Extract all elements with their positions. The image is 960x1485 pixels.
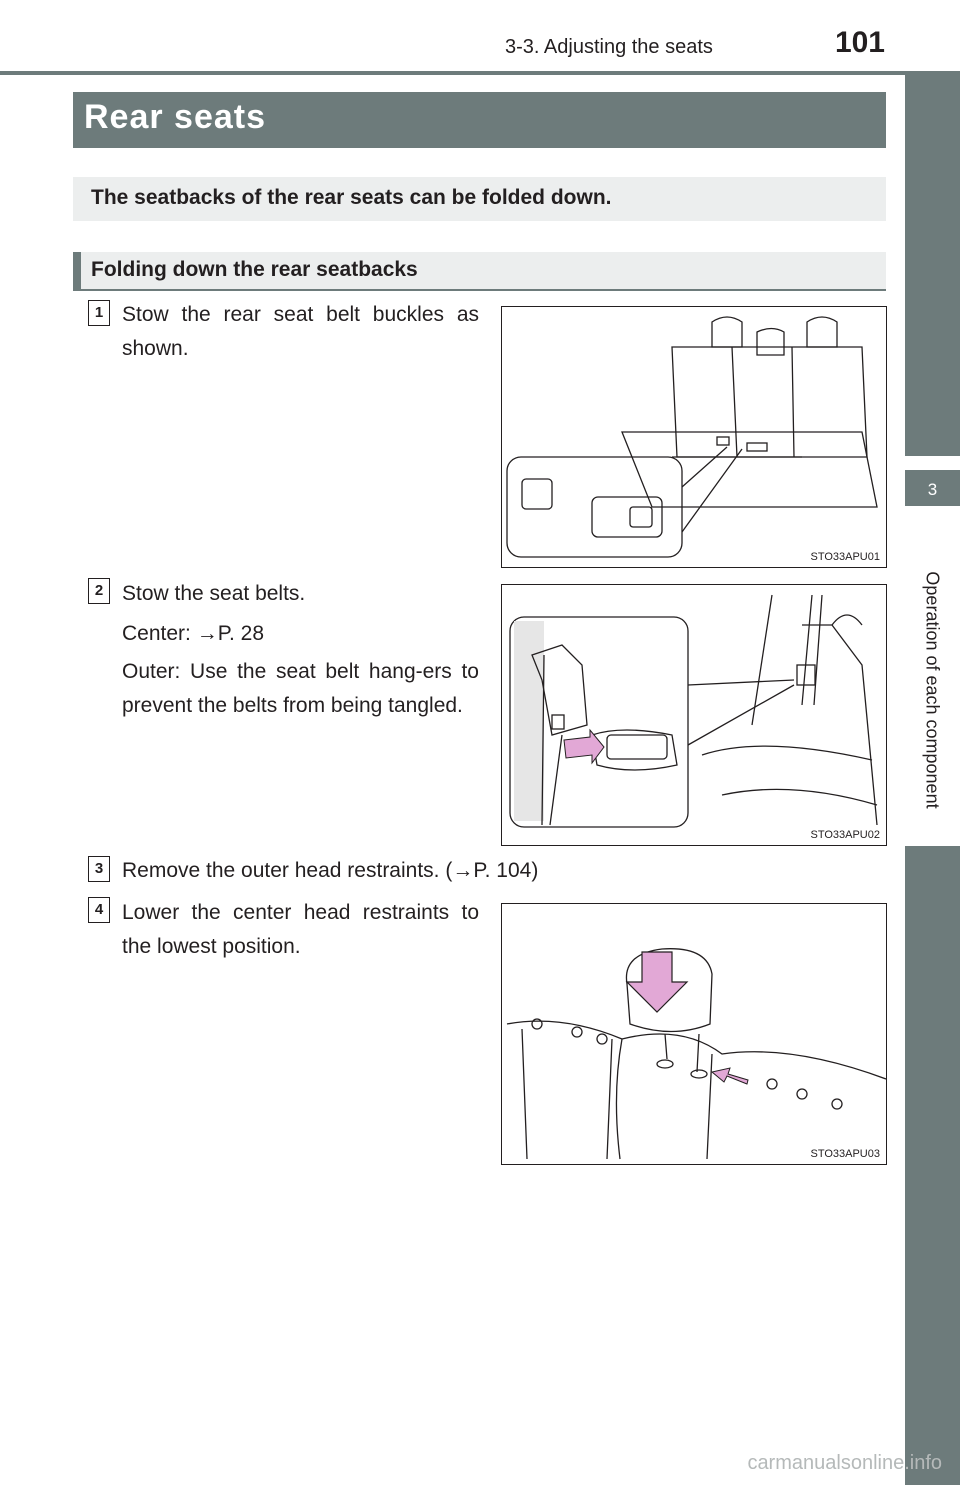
step-4-text: Lower the center head restraints to the lowest position. <box>122 901 479 958</box>
figure-3-code: STO33APU03 <box>810 1148 880 1160</box>
step-2-outer-text: Outer: Use the seat belt hang-ers to prevent the belts from being tangled. <box>122 660 479 717</box>
step-3-text: Remove the outer head restraints. (→P. 104) <box>122 859 539 882</box>
seat-belt-hanger-illustration <box>502 585 886 845</box>
head-restraint-illustration <box>502 904 886 1164</box>
step-4-number: 4 <box>88 897 110 923</box>
header-rule <box>0 71 960 75</box>
chapter-label: Operation of each component <box>922 571 943 809</box>
rear-seat-buckle-illustration <box>502 307 886 567</box>
figure-1 <box>501 306 887 568</box>
header-section-title: 3-3. Adjusting the seats <box>505 36 713 58</box>
page-number: 101 <box>834 26 885 59</box>
step-2-number: 2 <box>88 578 110 604</box>
footer-watermark[interactable]: carmanualsonline.info <box>747 1452 942 1474</box>
step-3-number: 3 <box>88 856 110 882</box>
figure-1-code: STO33APU01 <box>810 551 880 563</box>
step-1-number: 1 <box>88 300 110 326</box>
chapter-label-wrap <box>905 540 960 840</box>
subheading-text: Folding down the rear seatbacks <box>91 258 418 281</box>
figure-2-code: STO33APU02 <box>810 829 880 841</box>
page-title: Rear seats <box>84 98 267 136</box>
summary-text: The seatbacks of the rear seats can be folded down. <box>91 186 612 209</box>
step-2-center-ref: Center: →P. 28 <box>122 622 265 645</box>
step-1-text: Stow the rear seat belt buckles as shown. <box>122 303 479 360</box>
chapter-number: 3 <box>927 480 938 499</box>
step-2-text: Stow the seat belts. <box>122 582 306 605</box>
figure-3 <box>501 903 887 1165</box>
figure-2 <box>501 584 887 846</box>
subheading-accent-bar <box>73 252 81 291</box>
